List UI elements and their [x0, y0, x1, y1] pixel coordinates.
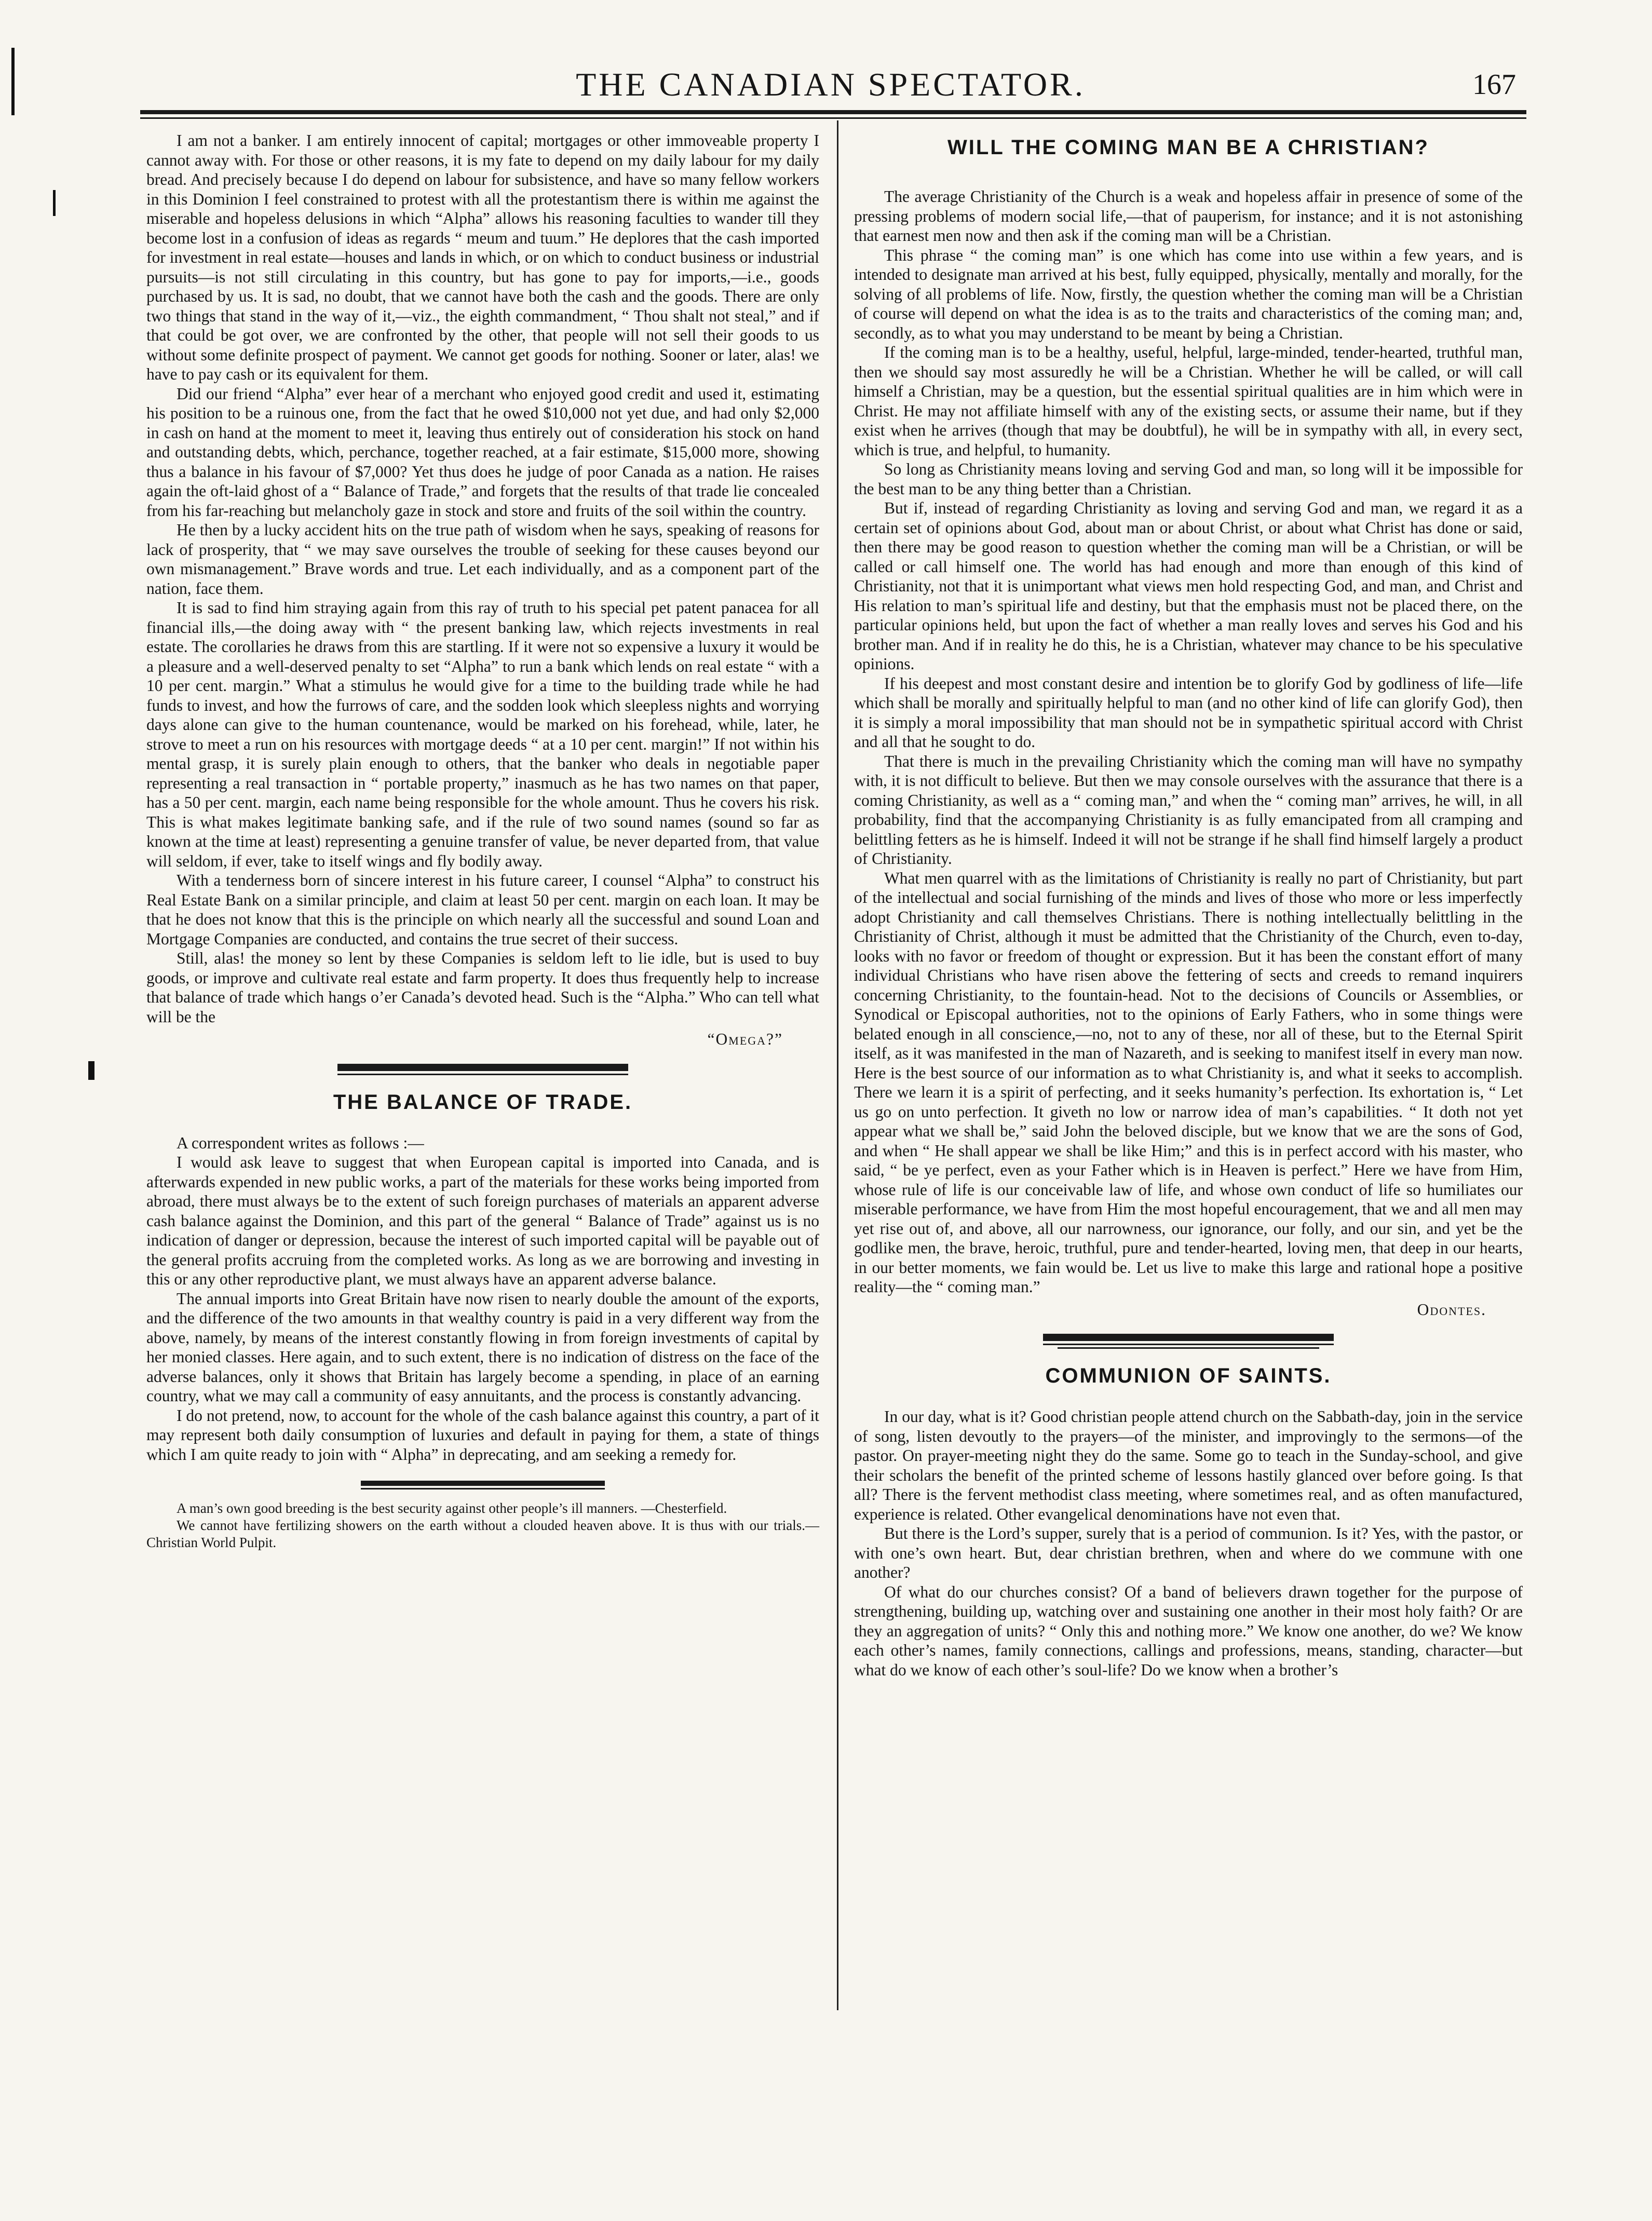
article-title-balance-of-trade: THE BALANCE OF TRADE. [333, 1090, 633, 1114]
header-rule-thin [140, 117, 1526, 119]
letter-paragraph: He then by a lucky accident hits on the true path of wisdom when he says, speaking of reasons for lack of prosperity, that “ we may save ourselves the trouble of seeking for these causes beyond our own mismanagement.” Brave words and true. Let each individually, and as a component part of the nation, face them. [146, 521, 819, 598]
article-paragraph: But there is the Lord’s supper, surely that is a period of communion. Is it? Yes, with the pastor, or with one’s own heart. But, dear christian brethren, when and where do we commune with one another? [854, 1524, 1523, 1581]
article-paragraph: If the coming man is to be a healthy, useful, helpful, large-minded, tender-hearted, truthful man, then we should say most assuredly he will be a Christian. Whether he will be called, or will call himself a Christian, may be a question, but the essential spiritual qualities are in him which were in Christ. He may not affiliate himself with any of the existing sects, or assume their name, but if they exist when he arrives (though that may be doubtful), he will be in sympathy with all, in every sect, which is true, and helpful, to humanity. [854, 343, 1523, 459]
letter-paragraph: Did our friend “Alpha” ever hear of a merchant who enjoyed good credit and used it, estimating his position to be a ruinous one, from the fact that he owed $10,000 not yet due, and had only $2,000 in cash on hand at the moment to meet it, leaving thus entirely out of consideration his stock on hand and outstanding debts, which, perchance, together reached, at a fair estimate, $15,000 more, showing thus a balance in his favour of $7,000? Yet thus does he judge of poor Canada as a nation. He raises again the oft-laid ghost of a “ Balance of Trade,” and forgets that the results of that trade lie concealed from his far-reaching but melancholy gaze in stock and store and fruits of the soil within the country. [146, 384, 819, 520]
letter-paragraph: I am not a banker. I am entirely innocent of capital; mortgages or other immoveable property I cannot away with. For those or other reasons, it is my fate to depend on my daily labour for my daily bread. And precisely because I do depend on labour for subsistence, and have so many fellow workers in this Dominion I feel constrained to protest with all the protestantism there is within me against the miserable and hopeless delusions in which “Alpha” allows his reasoning faculties to wander till they become lost in a confusion of ideas as regards “ meum and tuum.” He deplores that the cash imported for investment in real estate—houses and lands in which, or on which to conduct business or industrial pursuits—is not still circulating in this country, but has gone to pay for imports,—i.e., goods purchased by us. It is sad, no doubt, that we cannot have both the cash and the goods. There are only two things that stand in the way of it,—viz., the eighth commandment, “ Thou shalt not steal,” and if that could be got over, we are confronted by the other, that people will not sell their goods to us without some definite prospect of payment. We cannot get goods for nothing. Sooner or later, alas! we have to pay cash or its equivalent for them. [146, 131, 819, 383]
article-paragraph: Of what do our churches consist? Of a band of believers drawn together for the purpose of strengthening, building up, watching over and sustaining one another in their most holy faith? Or are they an aggregation of units? “ Only this and nothing more.” We know one another, do we? We know each other’s names, family connections, callings and professions, means, standing, character—but what do we know of each other’s soul-life? Do we know when a brother’s [854, 1582, 1523, 1679]
footnote-rule [361, 1481, 605, 1489]
page-number: 167 [1472, 69, 1516, 101]
quotation-chesterfield: A man’s own good breeding is the best security against other people’s ill manners. —Chesterfield. [177, 1500, 727, 1516]
margin-mark [11, 48, 15, 115]
article-paragraph: A correspondent writes as follows :— [177, 1133, 424, 1152]
right-column [854, 131, 1523, 1680]
article-paragraph: The annual imports into Great Britain have now risen to nearly double the amount of the exports, and the difference of the two amounts in that wealthy country is paid in a very different way from the above, namely, by means of the interest constantly flowing in from foreign investments of capital by her monied classes. Here again, and to such extent, there is no indication of distress on the face of the adverse balances, only it shows that Britain has largely become a spending, in place of an earning country, what we may call a community of easy annuitants, and the process is constantly advancing. [146, 1289, 819, 1405]
margin-mark [53, 190, 56, 216]
article-paragraph: So long as Christianity means loving and serving God and man, so long will it be impossible for the best man to be any thing better than a Christian. [854, 460, 1523, 498]
page-header [145, 61, 1516, 108]
article-title-communion-of-saints: COMMUNION OF SAINTS. [1045, 1364, 1332, 1387]
section-rule [337, 1064, 628, 1075]
letter-paragraph: With a tenderness born of sincere interest in his future career, I counsel “Alpha” to construct his Real Estate Bank on a similar principle, and claim at least 50 per cent. margin on each loan. It may be that he does not know that this is the principle on which nearly all the successful and sound Loan and Mortgage Companies are conducted, and contains the true secret of their success. [146, 871, 819, 948]
left-column [146, 131, 819, 1551]
letter-paragraph: It is sad to find him straying again from this ray of truth to his special pet patent panacea for all financial ills,—the doing away with “ the present banking law, which rejects investments in real estate. The corollaries he draws from this are startling. If it were not so expensive a luxury it would be a pleasure and a well-deserved penalty to set “Alpha” to run a bank which lends on real estate “ with a 10 per cent. margin.” What a stimulus he would give for a time to the building trade while he had funds to invest, and how the furrows of care, and the sodden look which sleepless nights and worrying days alone can give to the human countenance, would be marked on his forehead, while, later, he strove to meet a run on his resources with mortgage deeds “ at a 10 per cent. margin!” If not within his mental grasp, it is surely plain enough to others, that the banker who deals in negotiable paper representing a real transaction in “ portable property,” inasmuch as he has two names on that paper, has a 50 per cent. margin, each name being responsible for the whole amount. Thus he covers his risk. This is what makes legitimate banking safe, and if the rule of two sound names (sound so far as known at the time at least) representing a genuine transfer of value, be never departed from, that value will seldom, if ever, take to itself wings and fly bodily away. [146, 599, 819, 870]
article-paragraph: That there is much in the prevailing Christianity which the coming man will have no sympathy with, it is not difficult to believe. But then we may console ourselves with the assurance that there is a coming Christianity, as well as a “ coming man,” and when the “ coming man” arrives, he will, in all probability, find that the accompanying Christianity is as fully emancipated from all cramping and belittling fetters as he is himself. Indeed it will not be strange if he shall find himself largely a product of Christianity. [854, 752, 1523, 868]
article-paragraph: In our day, what is it? Good christian people attend church on the Sabbath-day, join in the service of song, listen devoutly to the prayers—of the minister, and improvingly to the sermons—of the pastor. On prayer-meeting night they do the same. Some go to teach in the Sunday-school, and give their scholars the benefit of the printed scheme of lessons hastily glanced over before going. Is that all? There is the fervent methodist class meeting, where sometimes real, and as often manufactured, experience is related. Other evangelical denominations have not even that. [854, 1407, 1523, 1523]
running-title: THE CANADIAN SPECTATOR. [576, 66, 1086, 103]
article-paragraph: The average Christianity of the Church is a weak and hopeless affair in presence of some of the pressing problems of modern social life,—that of pauperism, for instance; and it is not astonishing that earnest men now and then ask if the coming man will be a Christian. [854, 187, 1523, 245]
article-signature: Odontes. [1417, 1300, 1486, 1319]
article-paragraph: I do not pretend, now, to account for the whole of the cash balance against this country, a part of it may represent both daily consumption of luxuries and default in paying for them, a state of things which I am quite ready to join with “ Alpha” in deprecating, and am seeking a remedy for. [146, 1406, 819, 1464]
margin-mark [88, 1061, 94, 1080]
article-paragraph: If his deepest and most constant desire and intention be to glorify God by godliness of life—life which shall be morally and spiritually helpful to man (and no other kind of life can glorify God), then it is simply a moral impossibility that man should not be in sympathetic spiritual accord with Christ and all that he sought to do. [854, 674, 1523, 751]
article-paragraph: I would ask leave to suggest that when European capital is imported into Canada, and is afterwards expended in new public works, a part of the materials for these works being imported from abroad, there must always be to the extent of such foreign purchases of materials an apparent adverse cash balance against the Dominion, and this part of the general “ Balance of Trade” against us is no indication of danger or depression, because the interest of such imported capital will be payable out of the general profits accruing from the completed works. As long as we are borrowing and investing in this or any other reproductive plant, we must always have an apparent adverse balance. [146, 1153, 819, 1288]
article-title-coming-man: WILL THE COMING MAN BE A CHRISTIAN? [947, 136, 1429, 159]
section-rule [1043, 1334, 1334, 1349]
letter-paragraph: Still, alas! the money so lent by these Companies is seldom left to lie idle, but is used to buy goods, or improve and cultivate real estate and farm property. It does thus frequently help to increase that balance of trade which hangs o’er Canada’s devoted head. Such is the “Alpha.” Who can tell what will be the [146, 949, 819, 1026]
quotation-christian-world-pulpit: We cannot have fertilizing showers on the earth without a clouded heaven above. It is thus with our trials.—Christian World Pulpit. [146, 1518, 819, 1550]
article-paragraph: What men quarrel with as the limitations of Christianity is really no part of Christianity, but part of the intellectual and social furnishing of the minds and lives of those who more or less imperfectly adopt Christianity and call themselves Christians. There is nothing intellectually belittling in the Christianity of Christ, although it must be admitted that the Christianity of the Church, even to-day, looks with no favor or freedom of thought or expression. But it has been the constant effort of many individual Christians who have risen above the fettering of sects and creeds to remand inquirers concerning Christianity, to the fountain-head. Not to the decisions of Councils or Assemblies, or Synodical or Episcopal authorities, not to the opinions of Early Fathers, who in some things were belated enough in all conscience,—no, not to any of these, nor all of these, but to the Eternal Spirit itself, as it was manifested in the man of Nazareth, and is seeking to manifest itself in every man now. Here is the best source of our information as to what Christianity is, and what it seeks to accomplish. There we learn it is a spirit of perfecting, and it seeks humanity’s perfection. Its exhortation is, “ Let us go on unto perfection. It giveth no low or narrow idea of man’s capabilities. “ It doth not yet appear what we shall be,” said John the beloved disciple, but we know that we are the sons of God, and when “ He shall appear we shall be like Him;” and this is in perfect accord with his master, who said, “ be ye perfect, even as your Father which is in Heaven is perfect.” Here we have from Him, whose rule of life is our conceivable law of life, and whose own conduct of life so humiliates our miserable performance, we have from Him the most hopeful encouragement, that we and all men may yet rise out of, and above, all our narrowness, our ignorance, our folly, and our sin, and yet be the godlike men, the brave, heroic, truthful, pure and tender-hearted, loving men, that deep in our hearts, in our better moments, we fain would be. Let us live to make this large and rational hope a positive reality—the “ coming man.” [854, 869, 1523, 1296]
letter-signature: “Omega?” [707, 1030, 783, 1048]
header-rule-thick [140, 110, 1526, 114]
article-paragraph: This phrase “ the coming man” is one which has come into use within a few years, and is intended to designate man arrived at his best, fully equipped, physically, mentally and morally, for the solving of all problems of life. Now, firstly, the question whether the coming man will be a Christian of course will depend on what the idea is as to the traits and characteristics of the coming man; and, secondly, as to what you may understand to be meant by being a Christian. [854, 246, 1523, 342]
column-divider [837, 120, 838, 2010]
article-paragraph: But if, instead of regarding Christianity as loving and serving God and man, we regard it as a certain set of opinions about God, about man or about Christ, or about what Christ has done or said, then there may be good reason to question whether the coming man will be a Christian, or will be called or call himself one. The world has had enough and more than enough of this kind of Christianity, not that it is unimportant what views men hold respecting God, and man, and Christ and His relation to man’s spiritual life and destiny, but that the emphasis must not be placed there, on the particular opinions held, but upon the fact of whether a man really loves and serves his God and his brother man. And if in reality he do this, he is a Christian, whatever may chance to be his speculative opinions. [854, 499, 1523, 673]
